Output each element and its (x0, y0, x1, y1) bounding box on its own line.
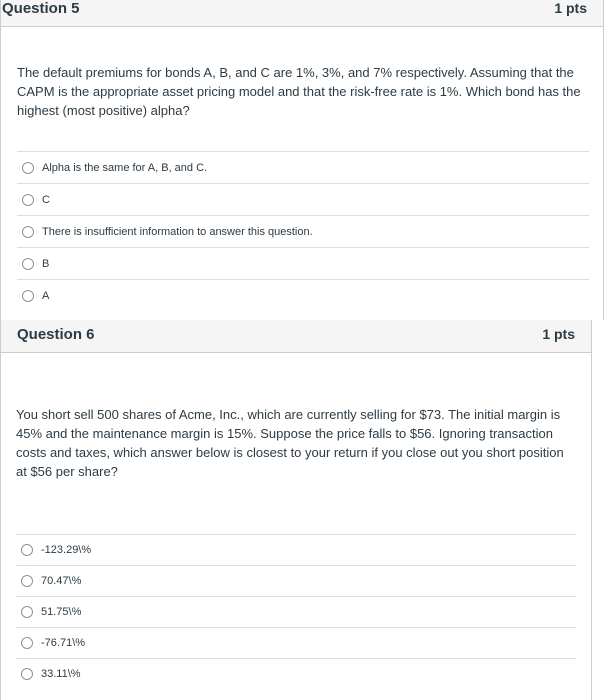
question-title: Question 5 (2, 0, 80, 17)
answer-option[interactable] (16, 627, 576, 658)
answer-label: C (42, 193, 50, 206)
answer-label: -123.29\% (41, 544, 92, 556)
question-points: 1 pts (542, 326, 575, 342)
radio-button[interactable] (21, 606, 33, 618)
answer-option[interactable] (17, 247, 589, 279)
question-5 (0, 0, 604, 320)
answer-option[interactable] (16, 658, 576, 689)
radio-button[interactable] (21, 637, 33, 649)
question-header (1, 0, 603, 27)
answer-list (17, 151, 589, 311)
answer-option[interactable] (17, 183, 589, 215)
radio-button[interactable] (21, 668, 33, 680)
question-title: Question 6 (17, 326, 95, 343)
answer-label: A (42, 289, 50, 302)
answer-label: 51.75\% (41, 606, 82, 618)
question-text: You short sell 500 shares of Acme, Inc., which are currently selling for $73. The initial margin is 45% and the maintenance margin is 15%. Suppose the price falls to $56. Ignoring transaction costs and taxes, which answer below is closest to your return if you close out you short position at $56 per share? (16, 407, 564, 479)
radio-button[interactable] (22, 226, 34, 238)
answer-option[interactable] (16, 534, 576, 565)
radio-button[interactable] (22, 162, 34, 174)
answer-option[interactable] (16, 596, 576, 627)
answer-list (16, 534, 576, 689)
radio-button[interactable] (22, 194, 34, 206)
radio-button[interactable] (21, 544, 33, 556)
answer-label: 70.47\% (41, 575, 82, 587)
answer-option[interactable] (17, 215, 589, 247)
question-header (1, 320, 591, 353)
radio-button[interactable] (22, 258, 34, 270)
answer-label: Alpha is the same for A, B, and C. (42, 161, 208, 174)
answer-option[interactable] (17, 279, 589, 311)
answer-option[interactable] (16, 565, 576, 596)
answer-label: There is insufficient information to answer this question. (42, 225, 313, 238)
answer-label: 33.11\% (41, 668, 81, 680)
question-text: The default premiums for bonds A, B, and C are 1%, 3%, and 7% respectively. Assuming that the CAPM is the appropriate asset pricing model and that the risk-free rate is 1%. Which bond has the highest (most positive) alpha? (17, 65, 581, 118)
answer-label: B (42, 257, 50, 270)
question-points: 1 pts (554, 0, 587, 16)
radio-button[interactable] (21, 575, 33, 587)
answer-label: -76.71\% (41, 637, 86, 649)
radio-button[interactable] (22, 290, 34, 302)
answer-option[interactable] (17, 151, 589, 183)
